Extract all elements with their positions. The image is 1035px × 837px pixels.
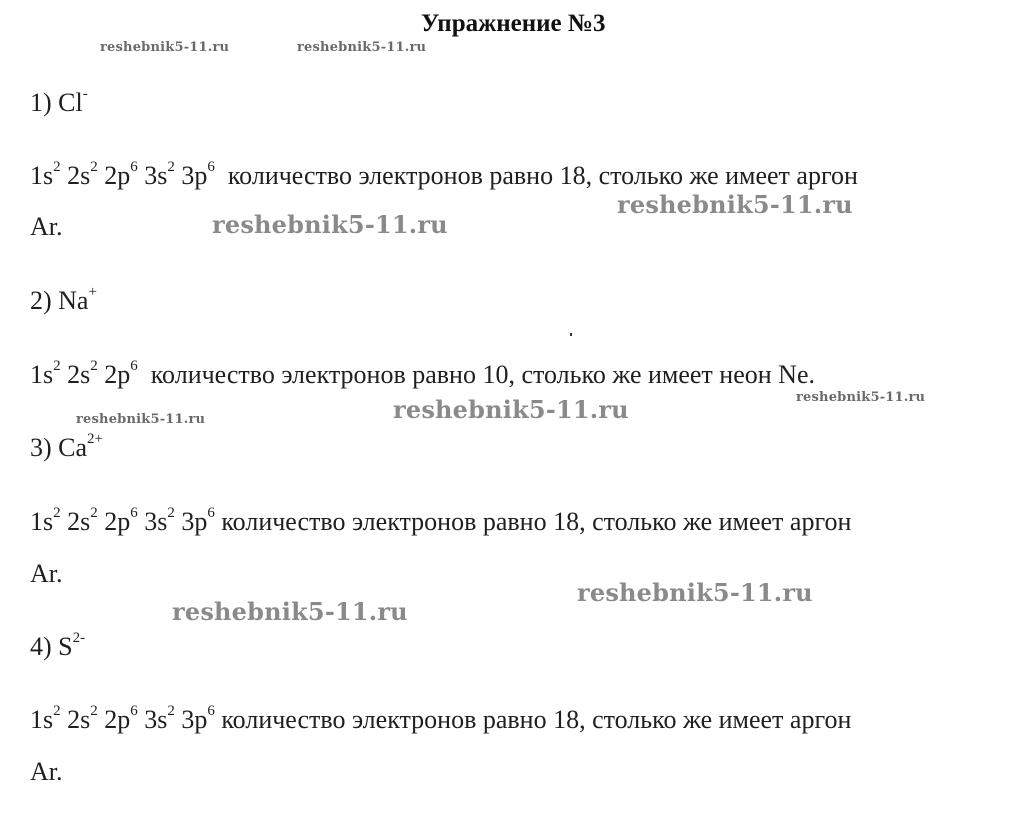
electron-count-text: количество электронов равно 18, столько же имеет аргон [221, 705, 852, 734]
item-heading: 4) $S^{2-}$ [30, 630, 86, 661]
electron-config-line: $1s^2$ $2s^2$ $2p^6$ количество электронов равно 10, столько же имеет неон Ne. [30, 358, 815, 389]
item-heading: 3) $Ca^{2+}$ [30, 431, 104, 462]
electron-config-line: $1s^2$ $2s^2$ $2p^6$ $3s^2$ $3p^6$ количество электронов равно 18, столько же имеет аргон [30, 703, 852, 734]
watermark: reshebnik5-11.ru [212, 210, 448, 239]
electron-count-text: количество электронов равно 18, столько же имеет аргон [221, 507, 852, 536]
electron-count-text: количество электронов равно 18, столько же имеет аргон [227, 161, 858, 190]
watermark: reshebnik5-11.ru [796, 390, 926, 405]
item-heading: 2) Na+ [30, 284, 97, 315]
watermark: reshebnik5-11.ru [297, 40, 427, 55]
electron-config-line: $1s^2$ $2s^2$ $2p^6$ $3s^2$ $3p^6$ количество электронов равно 18, столько же имеет аргон [30, 505, 852, 536]
watermark: reshebnik5-11.ru [76, 412, 206, 427]
item-heading: 1) Cl- [30, 86, 88, 117]
page-title: Упражнение №3 [421, 10, 606, 37]
watermark: reshebnik5-11.ru [577, 578, 813, 607]
watermark: reshebnik5-11.ru [393, 395, 629, 424]
watermark: reshebnik5-11.ru [617, 190, 853, 219]
watermark: reshebnik5-11.ru [172, 597, 408, 626]
element-continuation: Ar. [30, 559, 63, 588]
electron-count-text: количество электронов равно 10, столько же имеет неон Ne. [150, 360, 815, 389]
electron-config-line: $1s^2$ $2s^2$ $2p^6$ $3s^2$ $3p^6$ количество электронов равно 18, столько же имеет аргон [30, 159, 858, 190]
watermark: reshebnik5-11.ru [100, 40, 230, 55]
stray-dot [570, 333, 572, 336]
element-continuation: Ar. [30, 212, 63, 241]
element-continuation: Ar. [30, 757, 63, 786]
